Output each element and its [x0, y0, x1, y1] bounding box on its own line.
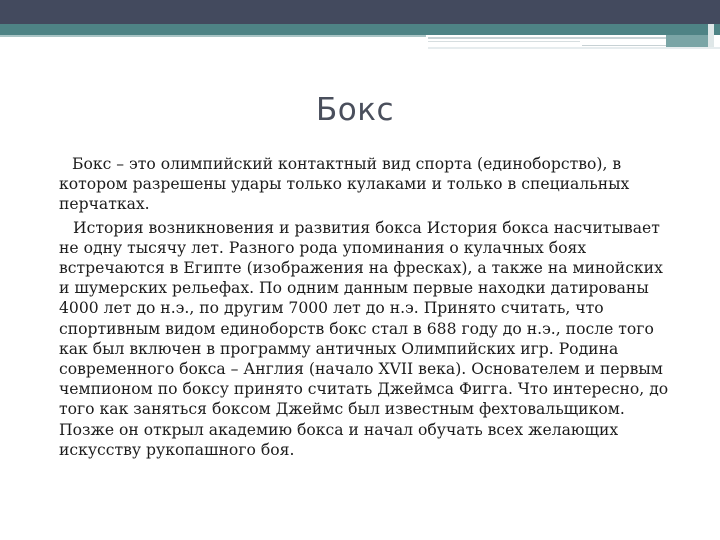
header-accent-line [428, 47, 720, 49]
slide-title: Бокс [315, 92, 394, 128]
header-teal-underline [0, 35, 426, 37]
header-accent-line [428, 41, 580, 42]
header-teal-band [0, 24, 720, 35]
header-dark-bar [0, 0, 720, 24]
header-accent-line [428, 37, 666, 39]
body-paragraph: Бокс – это олимпийский контактный вид спорта (единоборство), в котором разрешены удары только кулаками и только в специальных перчатках. [59, 155, 630, 214]
header-accent-tab [666, 35, 708, 47]
header-accent-notch [708, 24, 714, 47]
slide-body [59, 154, 675, 460]
body-paragraph: История возникновения и развития бокса История бокса насчитывает не одну тысячу лет. Разного рода упоминания о кулачных боях встречаются в Египте (изображения на фресках), а также на минойских и шумерских рельефах. По одним данным первые находки датированы 4000 лет до н.э., по другим 7000 лет до н.э. Принято считать, что спортивным видом единоборств бокс стал в 688 году до н.э., после того как был включен в программу античных Олимпийских игр. Родина современного бокса – Англия (начало XVII века). Основателем и первым чемпионом по боксу принято считать Джеймса Фигга. Что интересно, до того как заняться боксом Джеймс был известным фехтовальщиком. Позже он открыл академию бокса и начал обучать всех желающих искусству рукопашного боя. [59, 218, 669, 459]
